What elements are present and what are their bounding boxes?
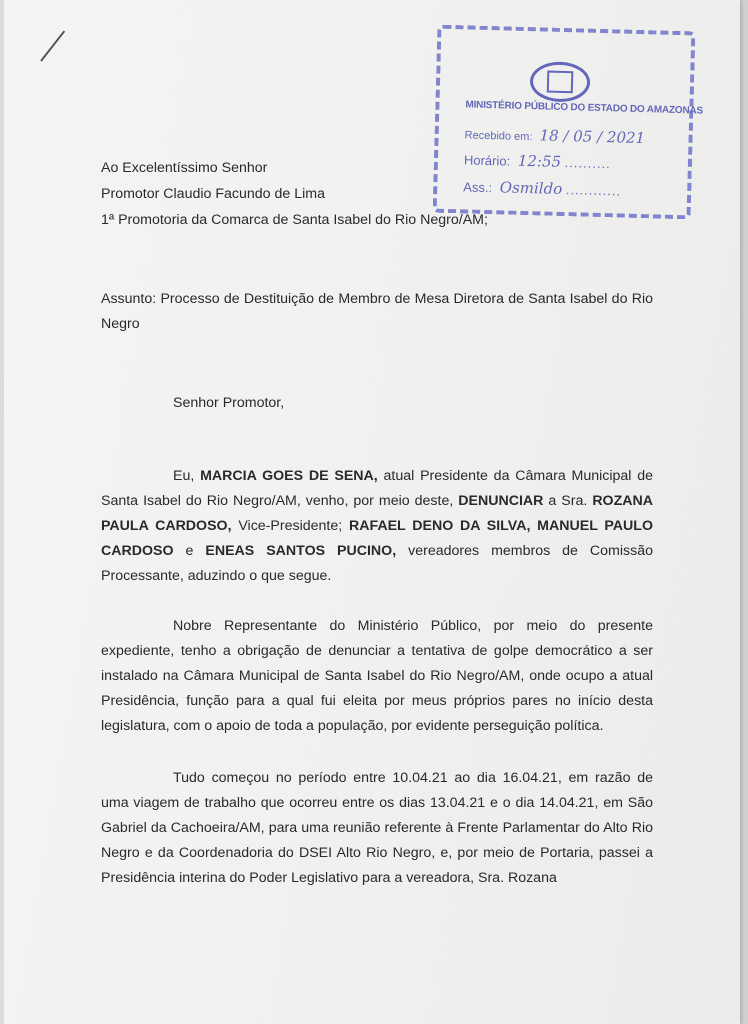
paragraph-3: Tudo começou no período entre 10.04.21 ao dia 16.04.21, em razão de uma viagem de trabalho que ocorreu entre os dias 13.04.21 e o dia 14.04.21, em São Gabriel da Cachoeira/AM, para uma reunião referente à Frente Parlamentar do Alto Rio Negro e da Coordenadoria do DSEI Alto Rio Negro, e, por meio de Portaria, passei a Presidência interina do Poder Legislativo para a vereadora, Sra. Rozana — [101, 770, 653, 886]
stamp-seal-icon — [530, 61, 591, 103]
para1-text-5: e — [173, 543, 206, 559]
page-edge — [0, 0, 4, 1024]
para1-text-2: atual Presidente da Câmara Municipal de Santa Isabel do Rio Negro/AM, venho, por meio deste, — [101, 468, 653, 509]
subject-text: Processo de Destituição de Membro de Mesa Diretora de Santa Isabel do Rio Negro — [101, 291, 653, 332]
pen-mark — [40, 30, 65, 61]
para1-name-eneas: ENEAS SANTOS PUCINO, — [205, 543, 397, 559]
stamp-signature — [463, 177, 621, 199]
subject — [101, 287, 653, 337]
salutation: Senhor Promotor, — [173, 395, 285, 411]
paragraph-2: Nobre Representante do Ministério Público, por meio do presente expediente, tenho a obrigação de denunciar a tentativa de golpe democrático a ser instalado na Câmara Municipal de Santa Isabel do Rio Negro/AM, onde ocupo a atual Presidência, função para a qual fui eleita por meus próprios pares no início desta legislatura, com o apoio de toda a população, por evidente perseguição política. — [101, 618, 653, 734]
para1-names-rafael-manuel: RAFAEL DENO DA SILVA, MANUEL PAULO CARDOSO — [101, 518, 653, 559]
paragraph-1 — [101, 464, 653, 589]
stamp-signature-label: Ass.: — [463, 179, 493, 196]
para1-name-rozana: ROZANA PAULA CARDOSO, — [101, 493, 653, 534]
stamp-received-label: Recebido em: — [464, 129, 533, 144]
stamp-signature-dots: ............ — [565, 182, 622, 199]
stamp-signature-value: Osmildo — [499, 178, 563, 198]
subject-label: Assunto: — [101, 291, 157, 307]
addressee-line-3: 1ª Promotoria da Comarca de Santa Isabel do Rio Negro/AM; — [101, 212, 488, 228]
stamp-received — [464, 124, 645, 147]
stamp-time-dots: .......... — [564, 155, 611, 172]
receipt-stamp — [433, 25, 704, 220]
para1-text-1: Eu, — [173, 468, 201, 484]
stamp-organization: MINISTÉRIO PÚBLICO DO ESTADO DO AMAZONAS — [465, 99, 704, 117]
stamp-time — [464, 150, 611, 172]
stamp-time-label: Horário: — [463, 152, 511, 169]
para1-name-marcia: MARCIA GOES DE SENA, — [200, 468, 378, 484]
para1-denunciar: DENUNCIAR — [458, 493, 544, 509]
stamp-time-value: 12:55 — [517, 151, 562, 171]
para1-text-3: a Sra. — [543, 493, 593, 509]
stamp-received-date: 18 / 05 / 2021 — [539, 126, 646, 148]
addressee-line-2: Promotor Claudio Facundo de Lima — [101, 186, 325, 202]
para1-text-6: vereadores membros de Comissão Processante, aduzindo o que segue. — [101, 543, 653, 584]
addressee-line-1: Ao Excelentíssimo Senhor — [101, 160, 268, 176]
para1-text-4: Vice-Presidente; — [231, 518, 349, 534]
